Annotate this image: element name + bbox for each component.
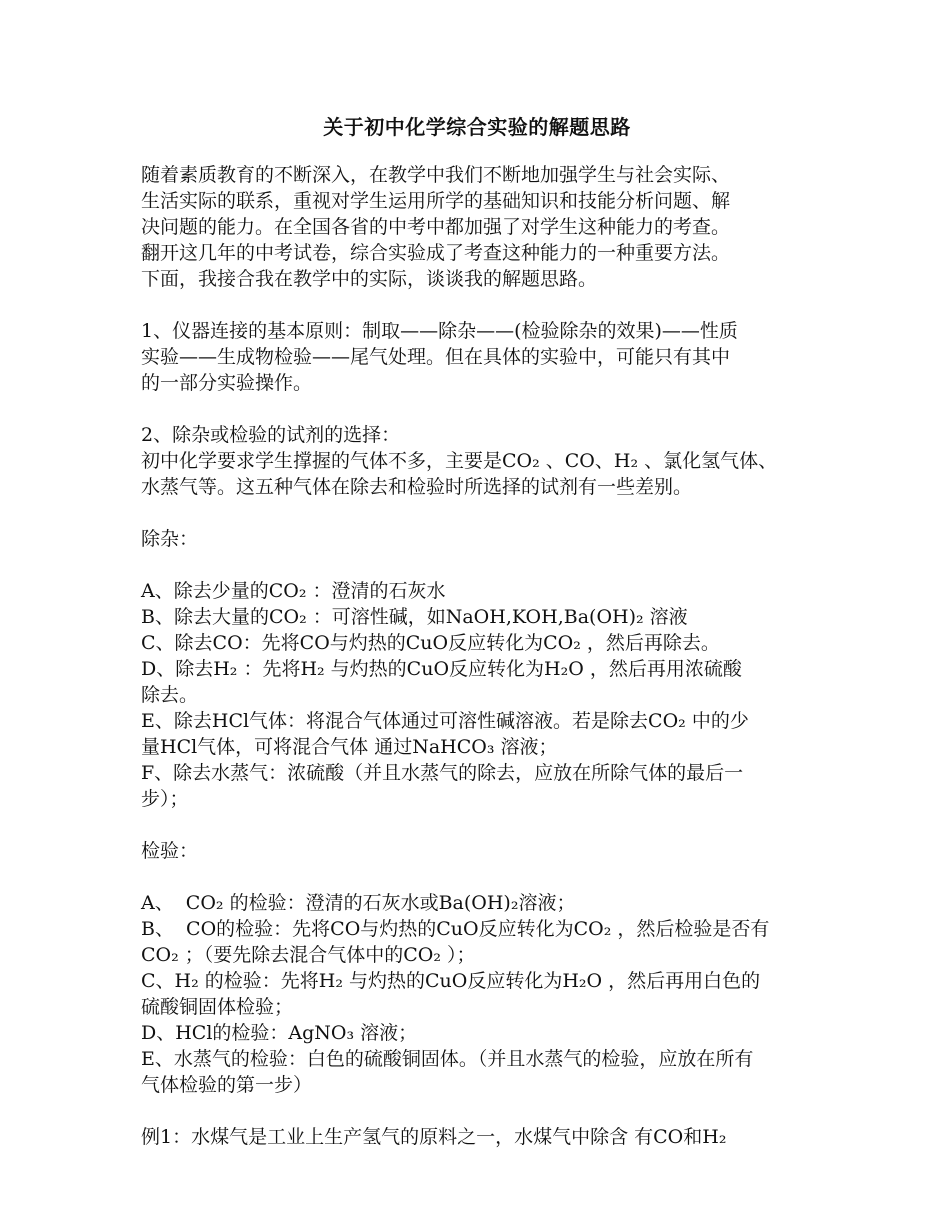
list-item: D、HCl的检验：AgNO₃ 溶液； (141, 1022, 418, 1044)
text-line: 生活实际的联系，重视对学生运用所学的基础知识和技能分析问题、解 (141, 190, 731, 212)
section-2-paragraph (141, 422, 813, 500)
example-paragraph (141, 1124, 813, 1150)
text-line: 决问题的能力。在全国各省的中考中都加强了对学生这种能力的考查。 (141, 216, 731, 238)
list-item: A、 CO₂ 的检验：澄清的石灰水或Ba(OH)₂溶液； (141, 892, 576, 914)
text-line: 下面，我接合我在教学中的实际，谈谈我的解题思路。 (141, 268, 598, 290)
list-item: 量HCl气体，可将混合气体 通过NaHCO₃ 溶液； (141, 736, 558, 758)
list-item: E、水蒸气的检验：白色的硫酸铜固体。（并且水蒸气的检验，应放在所有 (141, 1048, 754, 1070)
list-item: 硫酸铜固体检验； (141, 996, 294, 1018)
list-item: F、除去水蒸气：浓硫酸（并且水蒸气的除去，应放在所除气体的最后一 (141, 762, 744, 784)
list-item: B、除去大量的CO₂ ：可溶性碱，如NaOH,KOH,Ba(OH)₂ 溶液 (141, 606, 688, 628)
list-item: A、除去少量的CO₂ ：澄清的石灰水 (141, 580, 446, 602)
removal-list (141, 578, 813, 812)
list-item: B、 CO的检验：先将CO与灼热的CuO反应转化为CO₂ ，然后检验是否有 (141, 918, 770, 940)
list-item: CO₂ ；（要先除去混合气体中的CO₂ ）； (141, 944, 476, 966)
text-line: 水蒸气等。这五种气体在除去和检验时所选择的试剂有一些差别。 (141, 476, 693, 498)
list-item: 除去。 (141, 684, 199, 706)
removal-heading-block (141, 526, 813, 552)
removal-heading: 除杂： (141, 528, 199, 550)
text-line: 2、除杂或检验的试剂的选择： (141, 424, 401, 446)
document-page (141, 112, 813, 1176)
intro-paragraph (141, 162, 813, 292)
text-line: 翻开这几年的中考试卷，综合实验成了考查这种能力的一种重要方法。 (141, 242, 731, 264)
text-line: 初中化学要求学生撑握的气体不多，主要是CO₂ 、CO、H₂ 、氯化氢气体、 (141, 450, 778, 472)
list-item: C、除去CO：先将CO与灼热的CuO反应转化为CO₂ ，然后再除去。 (141, 632, 720, 654)
list-item: C、H₂ 的检验：先将H₂ 与灼热的CuO反应转化为H₂O ，然后再用白色的 (141, 970, 761, 992)
list-item: D、除去H₂ ：先将H₂ 与灼热的CuO反应转化为H₂O ，然后再用浓硫酸 (141, 658, 742, 680)
document-title: 关于初中化学综合实验的解题思路 (323, 115, 631, 139)
detection-heading-block (141, 838, 813, 864)
text-line: 随着素质教育的不断深入，在教学中我们不断地加强学生与社会实际、 (141, 164, 731, 186)
text-line: 1、仪器连接的基本原则：制取——除杂——(检验除杂的效果)——性质 (141, 320, 738, 342)
text-line: 的一部分实验操作。 (141, 372, 313, 394)
text-line: 例1：水煤气是工业上生产氢气的原料之一，水煤气中除含 有CO和H₂ (141, 1126, 727, 1148)
detection-list (141, 890, 813, 1098)
detection-heading: 检验： (141, 840, 199, 862)
list-item: E、除去HCl气体：将混合气体通过可溶性碱溶液。若是除去CO₂ 中的少 (141, 710, 749, 732)
section-1-paragraph (141, 318, 813, 396)
list-item: 步）； (141, 788, 189, 810)
list-item: 气体检验的第一步） (141, 1074, 313, 1096)
text-line: 实验——生成物检验——尾气处理。但在具体的实验中，可能只有其中 (141, 346, 731, 368)
